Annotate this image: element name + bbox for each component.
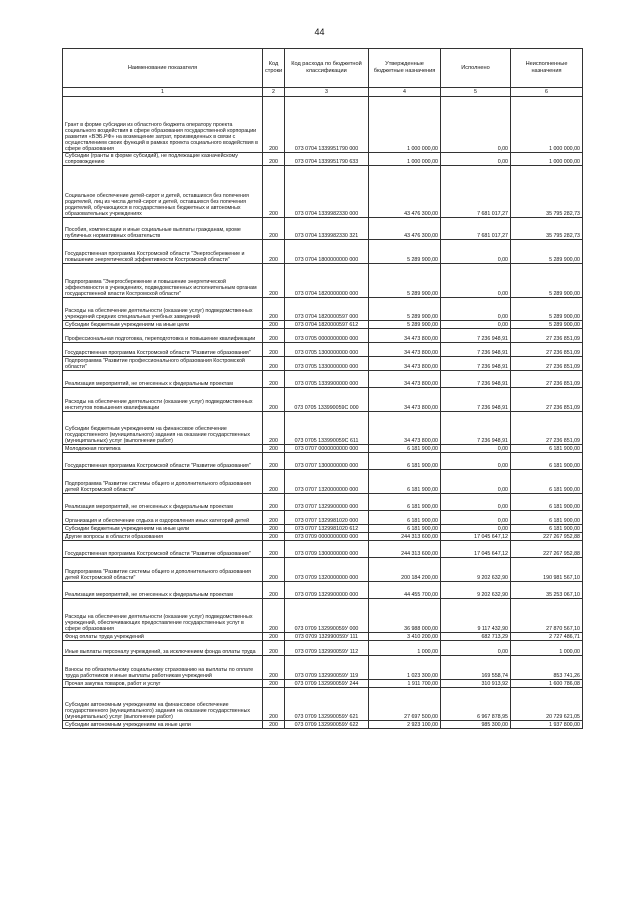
row-approved: 244 313 600,00 <box>369 533 441 541</box>
row-executed: 7 236 948,91 <box>441 357 511 371</box>
row-classification-code: 073 0709 132990059У 112 <box>285 641 369 656</box>
header-line-code: Код строки <box>263 49 285 88</box>
row-name: Подпрограмма "Энергосбережение и повышение энергетической эффективности в учреждениях, подведомственных исполнительным органам государственной власти Костромской области" <box>63 264 263 298</box>
row-line-code: 200 <box>263 656 285 680</box>
row-remaining: 6 181 900,00 <box>511 453 583 470</box>
row-line-code: 200 <box>263 582 285 599</box>
row-classification-code: 073 0705 0000000000 000 <box>285 329 369 343</box>
column-number: 1 <box>63 88 263 97</box>
row-classification-code: 073 0704 1339982330 000 <box>285 166 369 218</box>
row-remaining: 1 000 000,00 <box>511 153 583 166</box>
row-name: Грант в форме субсидии из областного бюджета оператору проекта социального воздействия в сфере образования государственной корпорации развития «ВЭБ.РФ» на возмещение затрат, произведенных в связи с осуществлением своих функций в рамках проекта социального воздействия в сфере образования <box>63 97 263 153</box>
row-remaining: 5 289 900,00 <box>511 321 583 329</box>
row-approved: 1 000 000,00 <box>369 97 441 153</box>
row-classification-code: 073 0707 0000000000 000 <box>285 445 369 453</box>
table-row <box>63 298 583 321</box>
table-body <box>63 97 583 729</box>
row-line-code: 200 <box>263 525 285 533</box>
row-line-code: 200 <box>263 153 285 166</box>
row-classification-code: 073 0705 1330000000 000 <box>285 357 369 371</box>
table-row <box>63 264 583 298</box>
row-approved: 34 473 800,00 <box>369 357 441 371</box>
table-row <box>63 541 583 558</box>
row-classification-code: 073 0707 1329900000 000 <box>285 494 369 511</box>
row-name: Расходы на обеспечение деятельности (оказание услуг) подведомственных институтов повышения квалификации <box>63 388 263 412</box>
row-executed: 0,00 <box>441 511 511 525</box>
row-executed: 0,00 <box>441 525 511 533</box>
row-line-code: 200 <box>263 412 285 445</box>
row-name: Реализация мероприятий, не отнесенных к федеральным проектам <box>63 582 263 599</box>
table-row <box>63 525 583 533</box>
row-executed: 0,00 <box>441 264 511 298</box>
row-line-code: 200 <box>263 511 285 525</box>
row-executed: 17 045 647,12 <box>441 541 511 558</box>
row-name: Государственная программа Костромской области "Развитие образования" <box>63 453 263 470</box>
row-remaining: 27 236 851,09 <box>511 388 583 412</box>
row-name: Субсидии бюджетным учреждениям на иные цели <box>63 321 263 329</box>
table-row <box>63 329 583 343</box>
row-approved: 5 289 900,00 <box>369 264 441 298</box>
row-name: Подпрограмма "Развитие профессионального образования Костромской области" <box>63 357 263 371</box>
row-approved: 1 000,00 <box>369 641 441 656</box>
row-name: Другие вопросы в области образования <box>63 533 263 541</box>
row-executed: 7 236 948,91 <box>441 412 511 445</box>
row-executed: 0,00 <box>441 641 511 656</box>
row-name: Подпрограмма "Развитие системы общего и дополнительного образования детей Костромской области" <box>63 558 263 582</box>
row-remaining: 27 236 851,09 <box>511 357 583 371</box>
row-remaining: 227 267 952,88 <box>511 541 583 558</box>
row-name: Расходы на обеспечение деятельности (оказание услуг) подведомственных учреждений, обеспечивающих предоставление государственных услуг в сфере образования <box>63 599 263 633</box>
row-remaining: 6 181 900,00 <box>511 470 583 494</box>
row-remaining: 27 870 567,10 <box>511 599 583 633</box>
table-row <box>63 388 583 412</box>
table-row <box>63 371 583 388</box>
row-remaining: 6 181 900,00 <box>511 511 583 525</box>
table-row <box>63 680 583 688</box>
row-approved: 244 313 600,00 <box>369 541 441 558</box>
row-approved: 6 181 900,00 <box>369 445 441 453</box>
row-line-code: 200 <box>263 97 285 153</box>
row-remaining: 27 236 851,09 <box>511 343 583 357</box>
row-line-code: 200 <box>263 541 285 558</box>
table-row <box>63 656 583 680</box>
row-name: Фонд оплаты труда учреждений <box>63 633 263 641</box>
row-classification-code: 073 0709 132990059У 111 <box>285 633 369 641</box>
row-name: Иные выплаты персоналу учреждений, за исключением фонда оплаты труда <box>63 641 263 656</box>
table-row <box>63 558 583 582</box>
row-classification-code: 073 0707 1329981020 000 <box>285 511 369 525</box>
table-row <box>63 511 583 525</box>
column-number: 4 <box>369 88 441 97</box>
row-executed: 17 045 647,12 <box>441 533 511 541</box>
row-classification-code: 073 0707 1320000000 000 <box>285 470 369 494</box>
row-executed: 7 681 017,27 <box>441 218 511 240</box>
row-executed: 7 236 948,91 <box>441 329 511 343</box>
row-approved: 6 181 900,00 <box>369 494 441 511</box>
row-executed: 0,00 <box>441 453 511 470</box>
row-remaining: 1 000,00 <box>511 641 583 656</box>
row-approved: 6 181 900,00 <box>369 453 441 470</box>
header-approved: Утвержденные бюджетные назначения <box>369 49 441 88</box>
row-classification-code: 073 0709 1300000000 000 <box>285 541 369 558</box>
row-line-code: 200 <box>263 357 285 371</box>
row-line-code: 200 <box>263 533 285 541</box>
row-approved: 44 455 700,00 <box>369 582 441 599</box>
row-line-code: 200 <box>263 218 285 240</box>
column-number-row <box>63 88 583 97</box>
row-line-code: 200 <box>263 721 285 729</box>
row-name: Субсидии (гранты в форме субсидий), не подлежащие казначейскому сопровождению <box>63 153 263 166</box>
table-row <box>63 641 583 656</box>
row-executed: 0,00 <box>441 470 511 494</box>
row-approved: 34 473 800,00 <box>369 343 441 357</box>
row-remaining: 5 289 900,00 <box>511 264 583 298</box>
row-name: Профессиональная подготовка, переподготовка и повышение квалификации <box>63 329 263 343</box>
row-approved: 27 697 500,00 <box>369 688 441 721</box>
row-approved: 36 988 000,00 <box>369 599 441 633</box>
budget-execution-table <box>62 48 583 729</box>
row-line-code: 200 <box>263 680 285 688</box>
table-row <box>63 153 583 166</box>
header-indicator-name: Наименование показателя <box>63 49 263 88</box>
row-executed: 0,00 <box>441 321 511 329</box>
table-row <box>63 599 583 633</box>
row-name: Расходы на обеспечение деятельности (оказание услуг) подведомственных учреждений средних специальных учебных заведений <box>63 298 263 321</box>
row-name: Субсидии автономным учреждениям на иные цели <box>63 721 263 729</box>
row-approved: 34 473 800,00 <box>369 412 441 445</box>
column-number: 6 <box>511 88 583 97</box>
header-executed: Исполнено <box>441 49 511 88</box>
row-classification-code: 073 0709 132990059У 244 <box>285 680 369 688</box>
row-line-code: 200 <box>263 264 285 298</box>
row-line-code: 200 <box>263 470 285 494</box>
row-remaining: 227 267 952,88 <box>511 533 583 541</box>
table-row <box>63 494 583 511</box>
table-row <box>63 412 583 445</box>
table-row <box>63 445 583 453</box>
row-approved: 6 181 900,00 <box>369 470 441 494</box>
row-name: Организация и обеспечение отдыха и оздоровления иных категорий детей <box>63 511 263 525</box>
row-executed: 0,00 <box>441 153 511 166</box>
column-number: 2 <box>263 88 285 97</box>
row-line-code: 200 <box>263 599 285 633</box>
row-executed: 7 236 948,91 <box>441 388 511 412</box>
row-classification-code: 073 0704 1820000597 000 <box>285 298 369 321</box>
table-row <box>63 533 583 541</box>
row-approved: 43 476 300,00 <box>369 166 441 218</box>
row-executed: 9 117 432,90 <box>441 599 511 633</box>
row-line-code: 200 <box>263 641 285 656</box>
row-name: Подпрограмма "Развитие системы общего и дополнительного образования детей Костромской области" <box>63 470 263 494</box>
row-name: Социальное обеспечение детей-сирот и детей, оставшихся без попечения родителей, лиц из числа детей-сирот и детей, оставшихся без попечения родителей, обучающихся в государственных бюджетных и автономных образовательных учреждениях <box>63 166 263 218</box>
row-executed: 682 713,29 <box>441 633 511 641</box>
row-approved: 3 410 200,00 <box>369 633 441 641</box>
row-classification-code: 073 0707 1329981020 612 <box>285 525 369 533</box>
row-executed: 310 913,92 <box>441 680 511 688</box>
row-classification-code: 073 0709 0000000000 000 <box>285 533 369 541</box>
row-line-code: 200 <box>263 494 285 511</box>
column-number: 3 <box>285 88 369 97</box>
row-executed: 9 202 632,90 <box>441 558 511 582</box>
table-row <box>63 321 583 329</box>
row-name: Реализация мероприятий, не отнесенных к федеральным проектам <box>63 494 263 511</box>
row-classification-code: 073 0709 1320000000 000 <box>285 558 369 582</box>
row-executed: 985 300,00 <box>441 721 511 729</box>
header-remaining: Неисполненные назначения <box>511 49 583 88</box>
row-line-code: 200 <box>263 453 285 470</box>
row-executed: 6 967 878,95 <box>441 688 511 721</box>
row-remaining: 5 289 900,00 <box>511 298 583 321</box>
row-classification-code: 073 0705 133990059С 000 <box>285 388 369 412</box>
row-executed: 0,00 <box>441 298 511 321</box>
row-executed: 7 236 948,91 <box>441 371 511 388</box>
row-remaining: 190 981 567,10 <box>511 558 583 582</box>
row-classification-code: 073 0709 132990059У 622 <box>285 721 369 729</box>
row-line-code: 200 <box>263 558 285 582</box>
row-classification-code: 073 0709 132990059У 621 <box>285 688 369 721</box>
row-line-code: 200 <box>263 688 285 721</box>
table-row <box>63 470 583 494</box>
row-name: Прочая закупка товаров, работ и услуг <box>63 680 263 688</box>
row-classification-code: 073 0705 1339900000 000 <box>285 371 369 388</box>
row-approved: 6 181 900,00 <box>369 525 441 533</box>
table-row <box>63 582 583 599</box>
row-classification-code: 073 0704 1800000000 000 <box>285 240 369 264</box>
row-remaining: 853 741,26 <box>511 656 583 680</box>
table-header-row <box>63 49 583 88</box>
table-row <box>63 633 583 641</box>
row-approved: 2 923 100,00 <box>369 721 441 729</box>
row-line-code: 200 <box>263 321 285 329</box>
row-name: Государственная программа Костромской области "Развитие образования" <box>63 343 263 357</box>
table-row <box>63 218 583 240</box>
row-remaining: 35 795 282,73 <box>511 166 583 218</box>
row-name: Государственная программа Костромской области "Энергосбережение и повышение энергетической эффективности Костромской области" <box>63 240 263 264</box>
table-row <box>63 240 583 264</box>
row-remaining: 2 727 486,71 <box>511 633 583 641</box>
row-remaining: 35 253 067,10 <box>511 582 583 599</box>
row-remaining: 1 000 000,00 <box>511 97 583 153</box>
row-classification-code: 073 0704 1339951790 633 <box>285 153 369 166</box>
row-remaining: 35 795 282,73 <box>511 218 583 240</box>
row-approved: 34 473 800,00 <box>369 371 441 388</box>
row-remaining: 6 181 900,00 <box>511 445 583 453</box>
row-line-code: 200 <box>263 388 285 412</box>
row-name: Молодежная политика <box>63 445 263 453</box>
row-name: Реализация мероприятий, не отнесенных к федеральным проектам <box>63 371 263 388</box>
row-name: Пособия, компенсации и иные социальные выплаты гражданам, кроме публичных нормативных обязательств <box>63 218 263 240</box>
row-line-code: 200 <box>263 329 285 343</box>
row-remaining: 1 600 786,08 <box>511 680 583 688</box>
column-number: 5 <box>441 88 511 97</box>
row-remaining: 1 937 800,00 <box>511 721 583 729</box>
row-approved: 1 911 700,00 <box>369 680 441 688</box>
row-executed: 7 681 017,27 <box>441 166 511 218</box>
row-approved: 34 473 800,00 <box>369 329 441 343</box>
row-name: Взносы по обязательному социальному страхованию на выплаты по оплате труда работников и иные выплаты работникам учреждений <box>63 656 263 680</box>
row-line-code: 200 <box>263 371 285 388</box>
row-classification-code: 073 0705 1300000000 000 <box>285 343 369 357</box>
row-approved: 5 289 900,00 <box>369 240 441 264</box>
row-executed: 0,00 <box>441 445 511 453</box>
row-approved: 34 473 800,00 <box>369 388 441 412</box>
row-approved: 1 023 300,00 <box>369 656 441 680</box>
row-remaining: 6 181 900,00 <box>511 525 583 533</box>
row-approved: 5 289 900,00 <box>369 298 441 321</box>
row-classification-code: 073 0704 1339982330 321 <box>285 218 369 240</box>
row-classification-code: 073 0705 133990059С 611 <box>285 412 369 445</box>
row-executed: 169 558,74 <box>441 656 511 680</box>
row-executed: 0,00 <box>441 240 511 264</box>
row-executed: 0,00 <box>441 494 511 511</box>
row-executed: 7 236 948,91 <box>441 343 511 357</box>
row-classification-code: 073 0704 1820000000 000 <box>285 264 369 298</box>
row-line-code: 200 <box>263 633 285 641</box>
row-line-code: 200 <box>263 166 285 218</box>
row-remaining: 27 236 851,09 <box>511 329 583 343</box>
row-remaining: 20 729 621,05 <box>511 688 583 721</box>
page-number: 44 <box>314 27 325 37</box>
row-classification-code: 073 0709 132990059У 119 <box>285 656 369 680</box>
row-line-code: 200 <box>263 240 285 264</box>
table-row <box>63 97 583 153</box>
row-line-code: 200 <box>263 445 285 453</box>
row-classification-code: 073 0704 1820000597 612 <box>285 321 369 329</box>
row-classification-code: 073 0704 1339951790 000 <box>285 97 369 153</box>
row-remaining: 27 236 851,09 <box>511 371 583 388</box>
row-name: Государственная программа Костромской области "Развитие образования" <box>63 541 263 558</box>
table-row <box>63 688 583 721</box>
table-row <box>63 721 583 729</box>
row-line-code: 200 <box>263 298 285 321</box>
row-classification-code: 073 0707 1300000000 000 <box>285 453 369 470</box>
row-classification-code: 073 0709 132990059У 000 <box>285 599 369 633</box>
table-row <box>63 357 583 371</box>
header-budget-classification: Код расхода по бюджетной классификации <box>285 49 369 88</box>
table-row <box>63 166 583 218</box>
row-executed: 0,00 <box>441 97 511 153</box>
row-approved: 6 181 900,00 <box>369 511 441 525</box>
row-approved: 5 289 900,00 <box>369 321 441 329</box>
table-row <box>63 453 583 470</box>
row-approved: 200 184 200,00 <box>369 558 441 582</box>
table-row <box>63 343 583 357</box>
row-remaining: 6 181 900,00 <box>511 494 583 511</box>
row-name: Субсидии автономным учреждениям на финансовое обеспечение государственного (муниципального) задания на оказание государственных (муниципальных) услуг (выполнение работ) <box>63 688 263 721</box>
row-remaining: 27 236 851,09 <box>511 412 583 445</box>
row-name: Субсидии бюджетным учреждениям на иные цели <box>63 525 263 533</box>
row-remaining: 5 289 900,00 <box>511 240 583 264</box>
row-name: Субсидии бюджетным учреждениям на финансовое обеспечение государственного (муниципального) задания на оказание государственных (муниципальных) услуг (выполнение работ) <box>63 412 263 445</box>
row-approved: 1 000 000,00 <box>369 153 441 166</box>
row-classification-code: 073 0709 1329900000 000 <box>285 582 369 599</box>
row-executed: 9 202 632,90 <box>441 582 511 599</box>
row-line-code: 200 <box>263 343 285 357</box>
row-approved: 43 476 300,00 <box>369 218 441 240</box>
